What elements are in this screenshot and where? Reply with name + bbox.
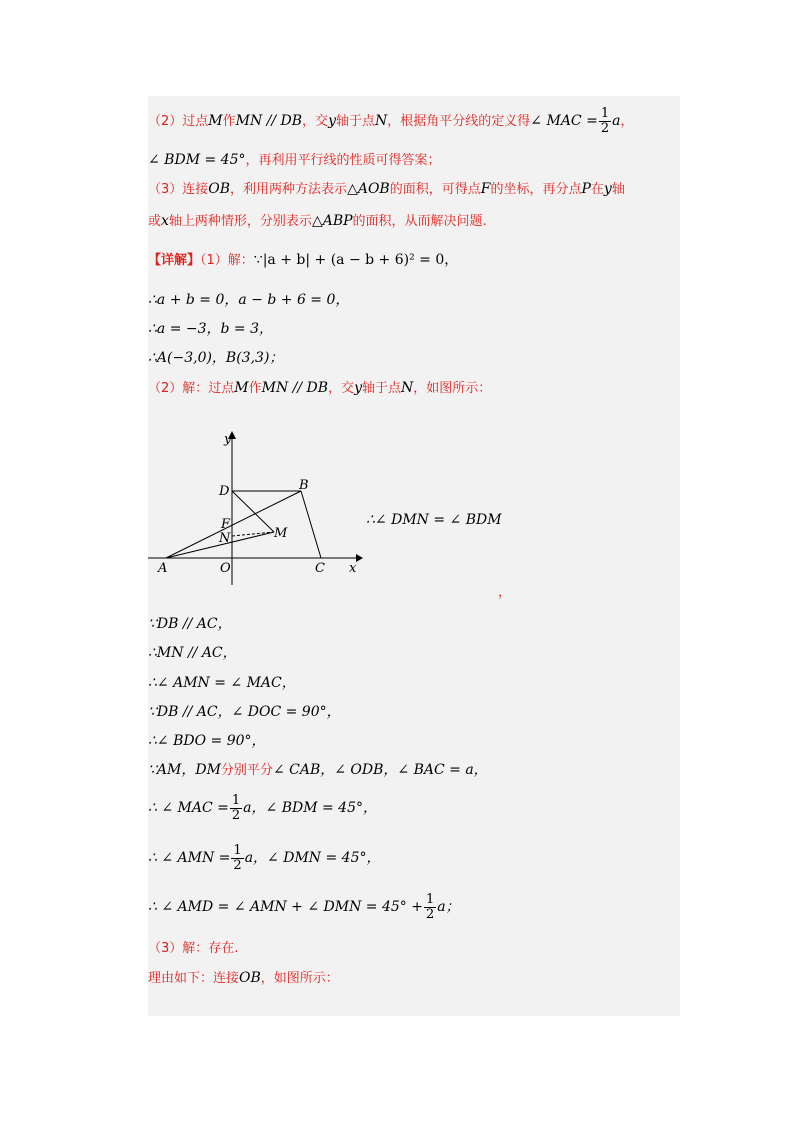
proof-line-9 [148,890,460,924]
math: △ABP [311,213,353,229]
numerator: 1 [231,792,241,808]
figure-comma [498,582,511,603]
label-x: x [349,561,357,576]
text: （2）解：过点 [148,381,235,396]
math: a，∠ DMN = 45°， [244,850,381,866]
math: △AOB [347,181,390,197]
denominator: 2 [231,807,241,823]
math: MN // DB [261,380,329,396]
text: ，再利用平行线的性质可得答案； [245,153,441,168]
text: 轴上两种情形，分别表示 [168,214,312,229]
math: ∴∠ AMN = ∠ MAC， [148,675,296,691]
text: （3）解：存在. [148,941,239,956]
math: P [581,181,591,197]
proof-line-7 [148,791,377,825]
math: y [603,181,612,197]
detail-line-4 [148,348,283,368]
text: 的面积，可得点 [389,182,481,197]
math: ∴ ∠ AMD = ∠ AMN + ∠ DMN = 45° + [148,899,423,915]
proof-line-1 [148,614,232,634]
numerator: 1 [425,891,435,907]
math: ∠ MAC = [530,113,598,129]
math: ∵|a + b| + (a − b + 6)² = 0， [253,252,459,268]
detail-line-3-reason [148,968,339,989]
hint-line-2 [148,106,633,136]
math: ∴MN // AC， [148,645,237,661]
math: ∴ ∠ AMN = [148,850,231,866]
math: N [375,113,388,129]
math: y [328,113,337,129]
label-A: A [158,561,168,576]
text: ，如图所示： [413,381,492,396]
math: M [234,380,249,396]
math: ∴∠ DMN = ∠ BDM [366,512,502,528]
text: 轴 [611,182,625,197]
text: ，如图所示： [260,971,339,986]
text: （2）过点 [148,114,209,129]
text: ，根据角平分线的定义得 [387,114,531,129]
math: x [161,213,169,229]
text: 的坐标，再分点 [490,182,582,197]
fraction [230,794,242,823]
text: 轴于点 [336,114,376,129]
denominator: 2 [600,120,610,136]
label-y: y [224,432,232,447]
math: M [208,113,223,129]
label-F: F [221,517,231,532]
proof-line-6 [148,760,488,781]
math: ∴a + b = 0，a − b + 6 = 0， [148,292,350,308]
math: ∴ ∠ MAC = [148,800,229,816]
text: ，交 [302,114,329,129]
math: ∴A(−3,0)，B(3,3)； [148,350,284,366]
proof-line-5 [148,731,266,751]
math: ∠ CAB，∠ ODB，∠ BAC = a， [272,762,488,778]
math: ∴a = −3，b = 3， [148,321,274,337]
math: N [401,380,414,396]
fraction [424,893,436,922]
figure-equation [366,510,502,530]
math: MN // DB [235,113,303,129]
proof-line-2 [148,643,237,663]
text: 轴于点 [362,381,402,396]
math: ∠ BDM = 45° [148,152,246,168]
label-D: D [219,484,230,499]
fraction [599,107,611,136]
text: 理由如下：连接 [148,971,240,986]
label-M: M [274,526,288,541]
hint-line-2b [148,150,441,171]
label-C: C [315,561,325,576]
detail-line-2 [148,290,349,310]
text: 的面积，从而解决问题. [352,214,487,229]
detail-line-3 [148,319,273,339]
denominator: 2 [233,857,242,873]
numerator: 1 [600,105,610,121]
detail-heading: 【详解】 [148,253,201,268]
fraction [231,844,243,873]
text: ，利用两种方法表示 [230,182,348,197]
label-N: N [219,531,231,546]
text: 作 [222,114,236,129]
math: F [480,181,491,197]
text: ， [620,114,634,129]
proof-line-8 [148,841,381,875]
math: y [354,380,363,396]
segment-AB [166,491,301,558]
math: a，∠ BDM = 45°， [243,800,377,816]
segment-DM [232,491,274,532]
text: 作 [248,381,262,396]
denominator: 2 [425,906,435,922]
text: 在 [590,182,604,197]
geometry-figure [148,425,368,595]
text: （1）解： [200,253,254,268]
text: ，交 [328,381,355,396]
math: OB [239,970,261,986]
detail-line-1 [148,250,458,271]
math: ∴∠ BDO = 90°， [148,733,266,749]
math: a [612,113,621,129]
numerator: 1 [233,842,242,858]
hint-line-3 [148,179,625,200]
label-O: O [220,561,231,576]
text: ， [498,585,512,600]
x-axis-arrow [356,554,363,562]
segment-BC [301,491,321,558]
math: ∵DB // AC，∠ DOC = 90°， [148,704,341,720]
detail-line-5 [148,378,491,399]
hint-line-4 [148,211,487,232]
math: ∵DB // AC， [148,616,232,632]
proof-line-4 [148,702,341,722]
math: OB [208,181,231,197]
detail-line-3-heading [148,938,238,959]
label-B: B [299,478,309,493]
math: ∵AM，DM [148,762,221,778]
text: （3）连接 [148,182,209,197]
math: a； [437,899,460,915]
text: 分别平分 [220,763,273,778]
text: 或 [148,214,162,229]
proof-line-3 [148,673,296,693]
